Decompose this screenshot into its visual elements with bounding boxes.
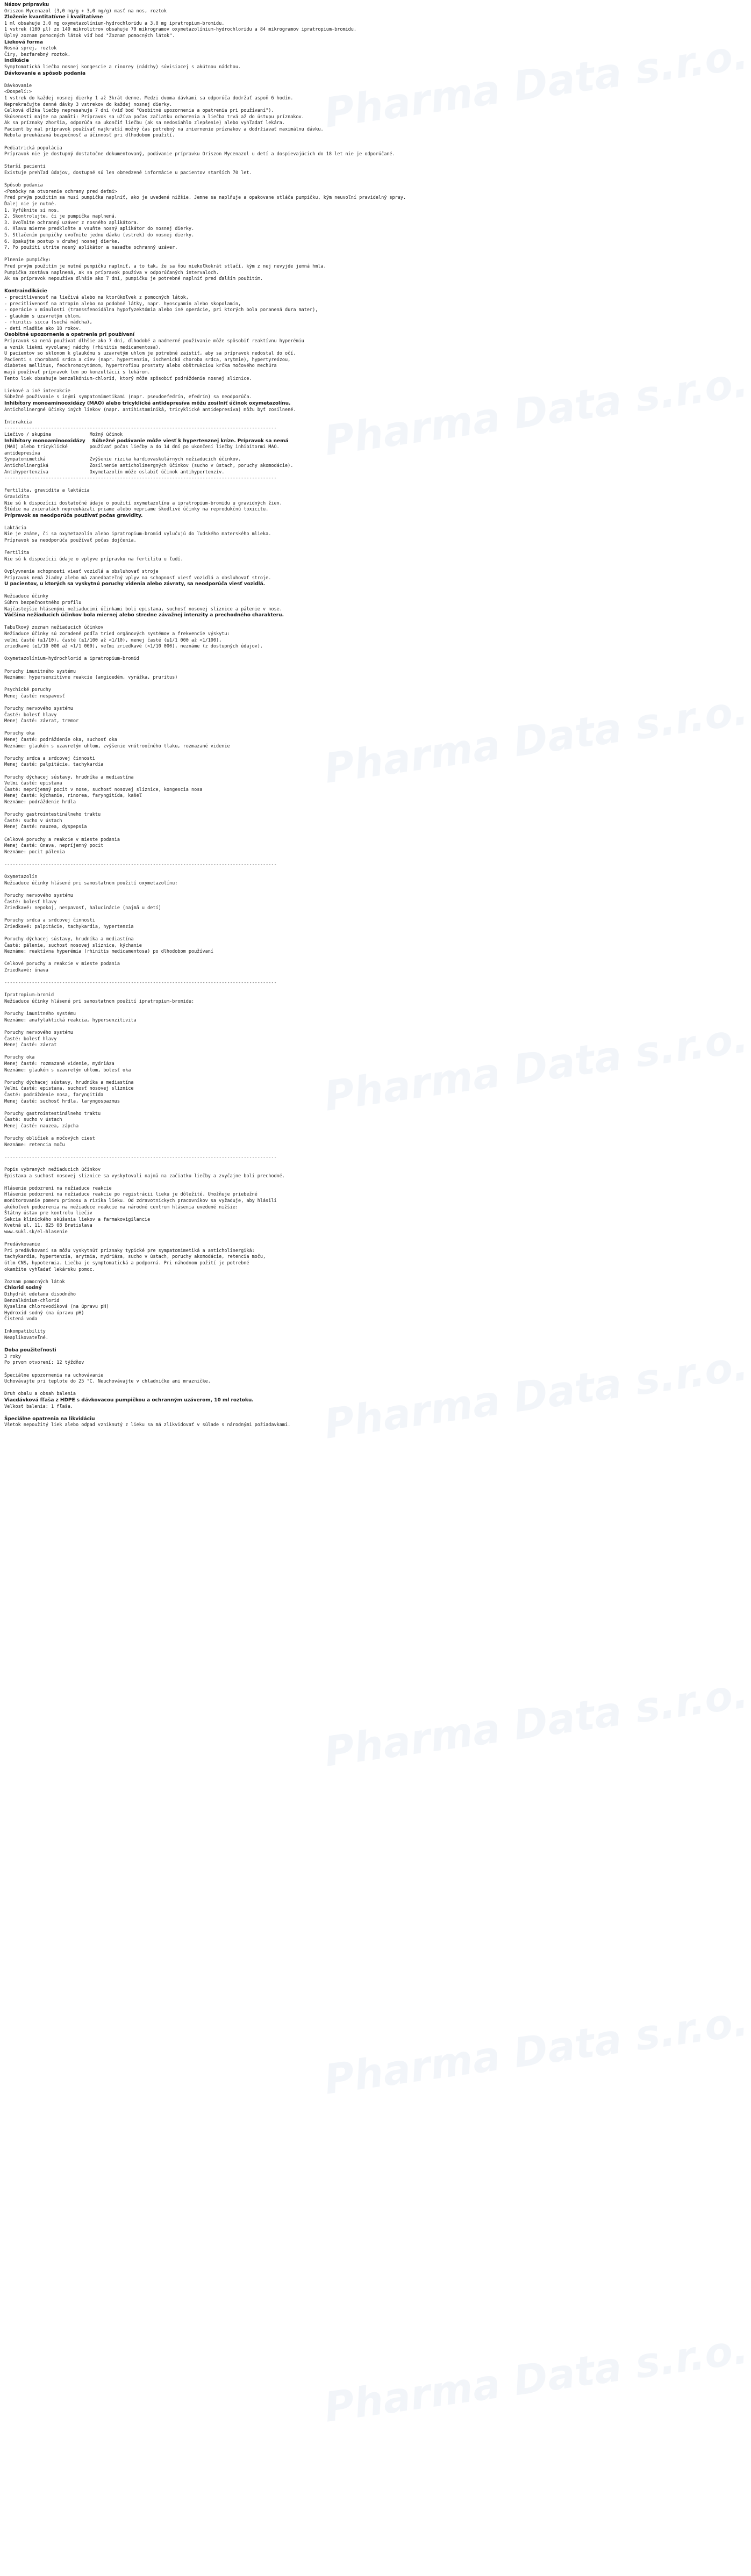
text-line: Poruchy dýchacej sústavy, hrudníka a mediastína (4, 1080, 134, 1085)
text-line: Zriedkavé: únava (4, 968, 48, 974)
text-line: Neznáme: hypersenzitívne reakcie (angioedém, vyrážka, pruritus) (4, 675, 178, 681)
text-line: Dávkovanie (4, 83, 32, 89)
text-line (4, 1105, 533, 1111)
text-line (4, 519, 533, 526)
text-line: Predávkovanie (4, 1242, 40, 1248)
text-line: Pacient by mal prípravok používať najkratší možný čas potrebný na zmiernenie príznakov a dodržiavať maximálnu dávku. (4, 126, 324, 132)
section-heading: Doba použiteľnosti (4, 1348, 56, 1354)
text-line: Menej časté: rozmazané videnie, mydriáza (4, 1061, 115, 1067)
text-line: Prípravok sa nemá používať dlhšie ako 7 dní, dlhodobé a nadmerné používanie môže spôsobiť reaktívnu hyperémiu (4, 339, 304, 344)
text-line: Ak sa príznaky zhoršia, odporúča sa ukončiť liečbu (ak sa nedosiahlo zlepšenie) alebo vyhľadať lekára. (4, 120, 285, 126)
text-line (4, 663, 533, 669)
text-line: majú používať prípravok len po konzultácii s lekárom. (4, 370, 151, 376)
text-line: Kvetná ul. 11, 825 08 Bratislava (4, 1223, 92, 1229)
text-line: Celková dĺžka liečby nepresahuje 7 dní (viď bod "Osobitné upozornenia a opatrenia pri používaní"). (4, 108, 274, 114)
watermark-logo: Pharma Data s.r.o. (321, 1997, 751, 2104)
text-line: Benzalkónium-chlorid (4, 1298, 60, 1304)
text-line: Sympatomimetiká Zvýšenie rizika kardiovaskulárnych nežiaducich účinkov. (4, 457, 241, 463)
text-line: - glaukóm s uzavretým uhlom, (4, 313, 82, 319)
text-line: Menej časté: nauzea, dyspepsia (4, 824, 87, 830)
text-line (4, 139, 533, 146)
text-line: Neaplikovateľné. (4, 1335, 48, 1341)
text-line (4, 1074, 533, 1080)
text-line: Menej časté: suchosť hrdla, laryngospazmus (4, 1098, 120, 1104)
text-line: 5. Stlačením pumpičky uvoľnite jednu dávku (vstrek) do nosnej dierky. (4, 232, 195, 238)
text-line: U pacientov so sklonom k glaukómu s uzavretým uhlom je potrebné zaistiť, aby sa prípravok nedostal do očí. (4, 351, 296, 357)
text-line: Liečivo / skupina Možný účinok (4, 431, 123, 437)
text-line (4, 955, 533, 962)
text-line: Nie sú k dispozícii dostatočné údaje o použití oxymetazolínu a ipratropium-bromidu u gravidných žien. (4, 500, 282, 506)
text-line: - precitlivenosť na liečivá alebo na ktorúkoľvek z pomocných látok, (4, 294, 189, 300)
text-line: Štátny ústav pre kontrolu liečiv (4, 1211, 92, 1217)
section-heading: Inhibítory monoaminooxidázy Súbežné podávanie môže viesť k hypertenznej kríze. Prípravok sa nemá (4, 438, 289, 444)
text-line: Dihydrát edetanu disodného (4, 1291, 76, 1297)
text-line: Anticholinergiká Zosilnenie anticholinergných účinkov (sucho v ústach, poruchy akomodácie). (4, 463, 294, 469)
text-line: Poruchy oka (4, 731, 35, 737)
text-line: Poruchy nervového systému (4, 1030, 73, 1035)
text-line: útlm CNS, hypotermia. Liečba je symptomatická a podporná. Pri náhodnom požití je potrebné (4, 1260, 249, 1266)
watermark-logo: Pharma Data s.r.o. (321, 1669, 751, 1776)
text-line (4, 974, 533, 981)
section-heading: Zloženie kvantitatívne i kvalitatívne (4, 15, 103, 20)
text-line (4, 563, 533, 569)
text-line: Prípravok sa neodporúča používať počas dojčenia. (4, 538, 137, 544)
text-line (4, 382, 533, 388)
text-line: Ovplyvnenie schopnosti viesť vozidlá a obsluhovať stroje (4, 569, 159, 575)
text-line: Oxymetazolín (4, 874, 38, 880)
text-line: Tabuľkový zoznam nežiaducich účinkov (4, 625, 104, 631)
text-line: - operácie v minulosti (transsfenoidálna hypofyzektómia alebo iné operácie, pri ktorých bola poranená dura mater), (4, 307, 318, 313)
text-line: Popis vybraných nežiaducich účinkov (4, 1167, 101, 1173)
text-line: Časté: bolesť hlavy (4, 899, 57, 905)
text-line: Ďalej nie je nutné. (4, 202, 57, 207)
text-line: 1 vstrek (100 μl) zo 140 mikrolitrov obsahuje 70 mikrogramov oxymetazolínium-hydrochloridu a 84 mikrogramov ipratropium-bromidu. (4, 27, 357, 33)
watermark-logo: Pharma Data s.r.o. (321, 1341, 751, 1448)
text-line: --------------------------------------------------------------------------------------------------- (4, 861, 277, 867)
text-line: Poruchy oka (4, 1055, 35, 1061)
text-line: Poruchy gastrointestinálneho traktu (4, 1111, 101, 1117)
document-text (0, 0, 538, 1429)
text-line (4, 887, 533, 893)
text-line (4, 413, 533, 420)
text-line (4, 700, 533, 707)
text-line: - deti mladšie ako 18 rokov. (4, 326, 82, 332)
text-line: Poruchy gastrointestinálneho traktu (4, 812, 101, 818)
text-line: tachykardia, hypertenzia, arytmia, mydriáza, sucho v ústach, poruchy akomodácie, retencia moču, (4, 1254, 266, 1260)
text-line: 1. Vyfúknite si nos. (4, 207, 60, 213)
text-line: 4. Hlavu mierne predkloňte a vsuňte nosný aplikátor do nosnej dierky. (4, 226, 195, 232)
text-line: Existuje prehľad údajov, dostupné sú len obmedzené informácie u pacientov starších 70 let. (4, 170, 252, 176)
text-line (4, 1273, 533, 1279)
text-line (4, 912, 533, 918)
text-line: Pacienti s chorobami srdca a ciev (napr. hypertenzia, ischemická choroba srdca, arytmie), hypertyreózou, (4, 357, 291, 363)
text-line: Pred prvým použitím sa musí pumpička naplniť, ako je uvedené nižšie. Jemne sa naplňuje a opakovane stláča pumpičku, kým neuvoľní pravidelný spray. (4, 195, 406, 201)
text-line: Zriedkavé: nepokoj, nespavosť, halucinácie (najmä u detí) (4, 905, 161, 911)
text-line: Nie sú k dispozícii údaje o vplyve prípravku na fertilitu u ľudí. (4, 556, 183, 562)
text-line: Laktácia (4, 525, 26, 531)
text-line: Starší pacienti (4, 164, 46, 170)
text-line (4, 725, 533, 731)
text-line (4, 158, 533, 164)
text-line: veľmi časté (≥1/10), časté (≥1/100 až <1/10), menej časté (≥1/1 000 až <1/100), (4, 637, 222, 643)
section-heading: Indikácie (4, 58, 29, 64)
text-line: Tento liek obsahuje benzalkónium-chlorid, ktorý môže spôsobiť podráždenie nosnej sliznice. (4, 376, 252, 382)
text-line: Druh obalu a obsah balenia (4, 1391, 76, 1397)
text-line: Ipratropium-bromid (4, 992, 54, 998)
text-line: Poruchy obličiek a močových ciest (4, 1136, 95, 1142)
text-line: Menej časté: nauzea, zápcha (4, 1123, 79, 1129)
text-line: 1 vstrek do každej nosnej dierky 1 až 3krát denne. Medzi dvoma dávkami sa odporúča dodržať aspoň 6 hodín. (4, 95, 294, 101)
text-line: Liekové a iné interakcie (4, 388, 70, 394)
text-line: Veľmi časté: epistaxa, suchosť nosovej sliznice (4, 1086, 134, 1092)
text-line: Poruchy imunitného systému (4, 1011, 76, 1017)
text-line: Nebola preukázaná bezpečnosť a účinnosť pri dlhodobom použití. (4, 133, 175, 139)
text-line: Interakcia (4, 419, 32, 425)
text-line: diabetes mellitus, feochromocytómom, hypertrofiou prostaty alebo obštrukciou krčka močového mechúra (4, 363, 277, 369)
text-line: okamžite vyhľadať lekársku pomoc. (4, 1267, 95, 1272)
text-line: Pri predávkovaní sa môžu vyskytnúť príznaky typické pre sympatomimetiká a anticholinergiká: (4, 1248, 255, 1254)
text-line: Pediatrická populácia (4, 145, 62, 151)
text-line: Všetok nepoužitý liek alebo odpad vzniknutý z lieku sa má zlikvidovať v súlade s národnými požiadavkami. (4, 1422, 291, 1428)
text-line: Nežiaduce účinky sú zoradené podľa tried orgánových systémov a frekvencie výskytu: (4, 631, 230, 637)
text-line: Čistená voda (4, 1316, 38, 1322)
text-line: Celkové poruchy a reakcie v mieste podania (4, 837, 120, 843)
text-line: Gravidita (4, 494, 30, 500)
text-line: Časté: nepríjemný pocit v nose, suchosť nosovej sliznice, kongescia nosa (4, 787, 203, 793)
section-heading: Prípravok sa neodporúča používať počas gravidity. (4, 513, 143, 519)
text-line: Plnenie pumpičky: (4, 257, 51, 263)
text-line: Súhrn bezpečnostného profilu (4, 600, 82, 606)
text-line: Úplný zoznam pomocných látok viď bod "Zoznam pomocných látok". (4, 33, 175, 39)
text-line: antidepresíva (4, 450, 40, 456)
section-heading: Väčšina nežiaducich účinkov bola miernej alebo stredne závažnej intenzity a prechodného charakteru. (4, 613, 284, 618)
text-line (4, 1323, 533, 1329)
text-line (4, 1179, 533, 1186)
text-line: <Dospelí:> (4, 89, 32, 95)
text-line: Prípravok nie je dostupný dostatočne dokumentovaný, podávanie prípravku Oriszon Mycenazol u detí a dospievajúcich do 18 let nie je odporúčané. (4, 152, 395, 157)
section-heading: Viacdávková fľaša z HDPE s dávkovacou pumpičkou a ochranným uzáverom, 10 ml roztoku. (4, 1398, 254, 1403)
text-line: Antihypertenzíva Oxymetazolín môže oslabiť účinok antihypertenzív. (4, 469, 225, 475)
text-line (4, 1148, 533, 1155)
text-line: Hlásenie podozrení na nežiaduce reakcie po registrácii lieku je dôležité. Umožňuje priebežné (4, 1192, 258, 1198)
text-line: 3 roky (4, 1354, 21, 1359)
section-heading: Kontraindikácie (4, 289, 47, 294)
text-line (4, 1366, 533, 1373)
text-line: Časté: sucho v ústach (4, 818, 62, 824)
text-line: Zriedkavé: palpitácie, tachykardia, hypertenzia (4, 924, 134, 930)
section-heading: Lieková forma (4, 39, 43, 45)
text-line: Poruchy dýchacej sústavy, hrudníka a mediastína (4, 774, 134, 780)
section-heading: Chlorid sodný (4, 1285, 42, 1291)
text-line: Nežiaduce účinky hlásené pri samostatnom použití oxymetazolínu: (4, 880, 178, 886)
text-line (4, 177, 533, 183)
text-line: Fertilita, gravidita a laktácia (4, 488, 90, 494)
text-line: Menej časté: palpitácie, tachykardia (4, 762, 104, 768)
text-line: Celkové poruchy a reakcie v mieste podania (4, 961, 120, 967)
text-line (4, 619, 533, 625)
text-line: Poruchy srdca a srdcovej činnosti (4, 918, 95, 924)
text-line: www.sukl.sk/el-hlasenie (4, 1229, 68, 1235)
text-line: Časté: sucho v ústach (4, 1117, 62, 1123)
text-line: Neznáme: anafylaktická reakcia, hypersenzitivita (4, 1017, 137, 1023)
text-line (4, 1385, 533, 1392)
text-line (4, 544, 533, 551)
text-line: Skúsenosti majte na pamäti: Prípravok sa užíva počas začiatku ochorenia a liečba trvá až do ústupu príznakov. (4, 114, 304, 120)
text-line: Nie je známe, či sa oxymetazolín alebo ipratropium-bromid vylučujú do ľudského materského mlieka. (4, 531, 271, 537)
text-line: Menej časté: kýchanie, rinorea, faryngitída, kašeľ (4, 793, 142, 799)
text-line: Spôsob podania (4, 183, 43, 189)
text-line (4, 588, 533, 594)
text-line: Sekcia klinického skúšania liekov a farmakovigilancie (4, 1217, 151, 1222)
text-line: Prípravok nemá žiadny alebo má zanedbateľný vplyv na schopnosť viesť vozidlá a obsluhovať stroje. (4, 575, 271, 581)
text-line: --------------------------------------------------------------------------------------------------- (4, 980, 277, 986)
text-line: Psychické poruchy (4, 687, 51, 693)
text-line: 6. Opakujte postup v druhej nosnej dierke. (4, 239, 120, 244)
text-line: 2. Skontrolujte, či je pumpička naplnená. (4, 214, 117, 220)
text-line (4, 930, 533, 937)
text-line: --------------------------------------------------------------------------------------------------- (4, 426, 277, 431)
text-line: --------------------------------------------------------------------------------------------------- (4, 1154, 277, 1160)
text-line: Poruchy srdca a srdcovej činnosti (4, 755, 95, 761)
text-line: Časté: bolesť hlavy (4, 1036, 57, 1042)
text-line: Nežiaduce účinky hlásené pri samostatnom použití ipratropium-bromidu: (4, 999, 195, 1004)
text-line (4, 1236, 533, 1242)
text-line: Neznáme: retencia moču (4, 1142, 65, 1148)
text-line: Hlásenie podozrení na nežiaduce reakcie (4, 1185, 112, 1191)
text-line: Fertilita (4, 550, 30, 556)
section-heading: Inhibítory monoaminooxidázy (MAO) alebo tricyklické antidepresíva môžu zosilniť účinok oxymetazolínu. (4, 401, 291, 406)
text-line: Zoznam pomocných látok (4, 1279, 65, 1285)
text-line: Veľmi časté: epistaxa (4, 781, 62, 787)
watermark-logo: Pharma Data s.r.o. (321, 1013, 751, 1120)
text-line: Časté: bolesť hlavy (4, 712, 57, 718)
text-line: Uchovávajte pri teplote do 25 °C. Neuchovávajte v chladničke ani mrazničke. (4, 1379, 211, 1385)
text-line (4, 868, 533, 875)
text-line: (MAO) alebo tricyklické používať počas liečby a do 14 dní po ukončení liečby inhibítormi MAO. (4, 444, 280, 450)
watermark-logo: Pharma Data s.r.o. (321, 2325, 751, 2431)
text-line: Oriszon Mycenazol (3,0 mg/g + 3,0 mg/g) masť na nos, roztok (4, 8, 167, 14)
text-line (4, 482, 533, 488)
section-heading: Názov prípravku (4, 2, 49, 8)
text-line: Hydroxid sodný (na úpravu pH) (4, 1310, 84, 1316)
text-line: <Pomôcky na otvorenie ochrany pred deťmi> (4, 189, 117, 195)
text-line: Anticholinergné účinky iných liekov (napr. antihistaminiká, tricyklické antidepresíva) môžu byť zosilnené. (4, 407, 296, 413)
text-line: Symptomatická liečba nosnej kongescie a rinorey (nádchy) súvisiacej s akútnou nádchou. (4, 64, 241, 70)
text-line: Časté: pálenie, suchosť nosovej sliznice, kýchanie (4, 942, 142, 948)
text-line: Nosná sprej, roztok (4, 46, 57, 52)
text-line: Menej časté: únava, nepríjemný pocit (4, 843, 104, 849)
section-heading: Osobitné upozornenia a opatrenia pri používaní (4, 332, 135, 338)
text-line: Menej časté: závrat (4, 1042, 57, 1048)
text-line: Ak sa prípravok nepoužíva dlhšie ako 7 dní, pumpičku je potrebné naplniť pred ďalším použitím. (4, 276, 263, 282)
text-line: Neznáme: reaktívna hyperémia (rhinitis medicamentosa) po dlhodobom používaní (4, 949, 213, 955)
text-line: 7. Po použití utrite nosný aplikátor a nasaďte ochranný uzáver. (4, 245, 178, 251)
text-line: 1 ml obsahuje 3,0 mg oxymetazolínium-hydrochloridu a 3,0 mg ipratropium-bromidu. (4, 20, 225, 26)
text-line (4, 1049, 533, 1055)
text-line: akékoľvek podozrenia na nežiaduce reakcie na národné centrum hlásenia uvedené nižšie: (4, 1204, 238, 1210)
text-line: Najčastejšie hlásenými nežiaducimi účinkami boli epistaxa, suchosť nosovej sliznice a pálenie v nose. (4, 606, 282, 612)
text-line: Po prvom otvorení: 12 týždňov (4, 1360, 84, 1366)
watermark-logo: Pharma Data s.r.o. (321, 358, 751, 465)
text-line (4, 1410, 533, 1416)
text-line (4, 806, 533, 812)
text-line (4, 768, 533, 775)
text-line: Časté: podráždenie nosa, faryngitída (4, 1092, 104, 1098)
text-line: Menej časté: podráždenie oka, suchosť oka (4, 737, 117, 743)
section-heading: Špeciálne opatrenia na likvidáciu (4, 1416, 95, 1422)
text-line (4, 1161, 533, 1167)
text-line: Neprekračujte denné dávky 3 vstrekov do každej nosnej dierky. (4, 102, 173, 107)
text-line: Kyselina chlorovodíková (na úpravu pH) (4, 1304, 109, 1310)
text-line: Neznáme: pocit pálenia (4, 849, 65, 855)
watermark-logo: Pharma Data s.r.o. (321, 686, 751, 793)
text-line: monitorovanie pomeru prínosu a rizika lieku. Od zdravotníckych pracovníkov sa vyžaduje, aby hlásili (4, 1198, 277, 1204)
text-line: Neznáme: glaukóm s uzavretým uhlom, bolesť oka (4, 1067, 131, 1073)
section-heading: Dávkovanie a spôsob podania (4, 70, 86, 76)
text-line (4, 251, 533, 258)
text-line: Pumpička zostáva naplnená, ak sa prípravok používa v odporúčaných intervaloch. (4, 270, 219, 276)
watermark-logo: Pharma Data s.r.o. (321, 30, 751, 137)
text-line (4, 681, 533, 688)
text-line (4, 77, 533, 83)
text-line: Neznáme: podráždenie hrdla (4, 800, 76, 805)
text-line: Menej časté: závrat, tremor (4, 718, 79, 724)
text-line: 3. Uvoľnite ochranný uzáver z nosného aplikátora. (4, 220, 139, 226)
text-line (4, 750, 533, 756)
text-line: Číry, bezfarebný roztok. (4, 52, 70, 57)
text-line: Menej časté: nespavosť (4, 693, 65, 699)
text-line (4, 1342, 533, 1348)
text-line: Špeciálne upozornenia na uchovávanie (4, 1372, 104, 1378)
text-line (4, 650, 533, 657)
text-line: zriedkavé (≥1/10 000 až <1/1 000), veľmi zriedkavé (<1/10 000), neznáme (z dostupných údajov). (4, 644, 263, 650)
text-line: Poruchy nervového systému (4, 893, 73, 898)
text-line: Súbežné používanie s inými sympatomimetikami (napr. pseudoefedrín, efedrín) sa neodporúča. (4, 394, 252, 400)
text-line (4, 1005, 533, 1012)
text-line: Veľkosť balenia: 1 fľaša. (4, 1404, 73, 1409)
text-line: - precitlivenosť na atropín alebo na podobné látky, napr. hyoscyamín alebo skopolamín, (4, 301, 241, 307)
text-line (4, 855, 533, 862)
text-line (4, 987, 533, 993)
text-line: --------------------------------------------------------------------------------------------------- (4, 476, 277, 481)
text-line: Nežiaduce účinky (4, 594, 48, 600)
text-line: Pred prvým použitím je nutné pumpičku naplniť, a to tak, že sa ňou niekoľkokrát stlačí, kým z nej nevyjde jemná hmla. (4, 263, 326, 269)
text-line: - rhinitis sicca (suchá nádcha), (4, 320, 92, 326)
section-heading: U pacientov, u ktorých sa vyskytnú poruchy videnia alebo závraty, sa neodporúča viesť vozidlá. (4, 581, 266, 587)
text-line: Inkompatibility (4, 1329, 46, 1335)
text-line: Epistaxa a suchosť nosovej sliznice sa vyskytovali najmä na začiatku liečby a zvyčajne boli prechodné. (4, 1173, 285, 1179)
text-line: Poruchy imunitného systému (4, 668, 76, 674)
text-line: Oxymetazolínium-hydrochlorid a ipratropium-bromid (4, 656, 139, 662)
text-line (4, 831, 533, 837)
text-line (4, 283, 533, 289)
text-line: a vznik liekmi vyvolanej nádchy (rhinitis medicamentosa). (4, 344, 161, 350)
text-line (4, 1129, 533, 1136)
text-line: Štúdie na zvieratách nepreukázali priame alebo nepriame škodlivé účinky na reprodukčnú toxicitu. (4, 507, 269, 513)
text-line: Poruchy nervového systému (4, 706, 73, 712)
text-line: Neznáme: glaukóm s uzavretým uhlom, zvýšenie vnútroočného tlaku, rozmazané videnie (4, 743, 230, 749)
text-line (4, 1024, 533, 1030)
text-line: Poruchy dýchacej sústavy, hrudníka a mediastína (4, 937, 134, 942)
